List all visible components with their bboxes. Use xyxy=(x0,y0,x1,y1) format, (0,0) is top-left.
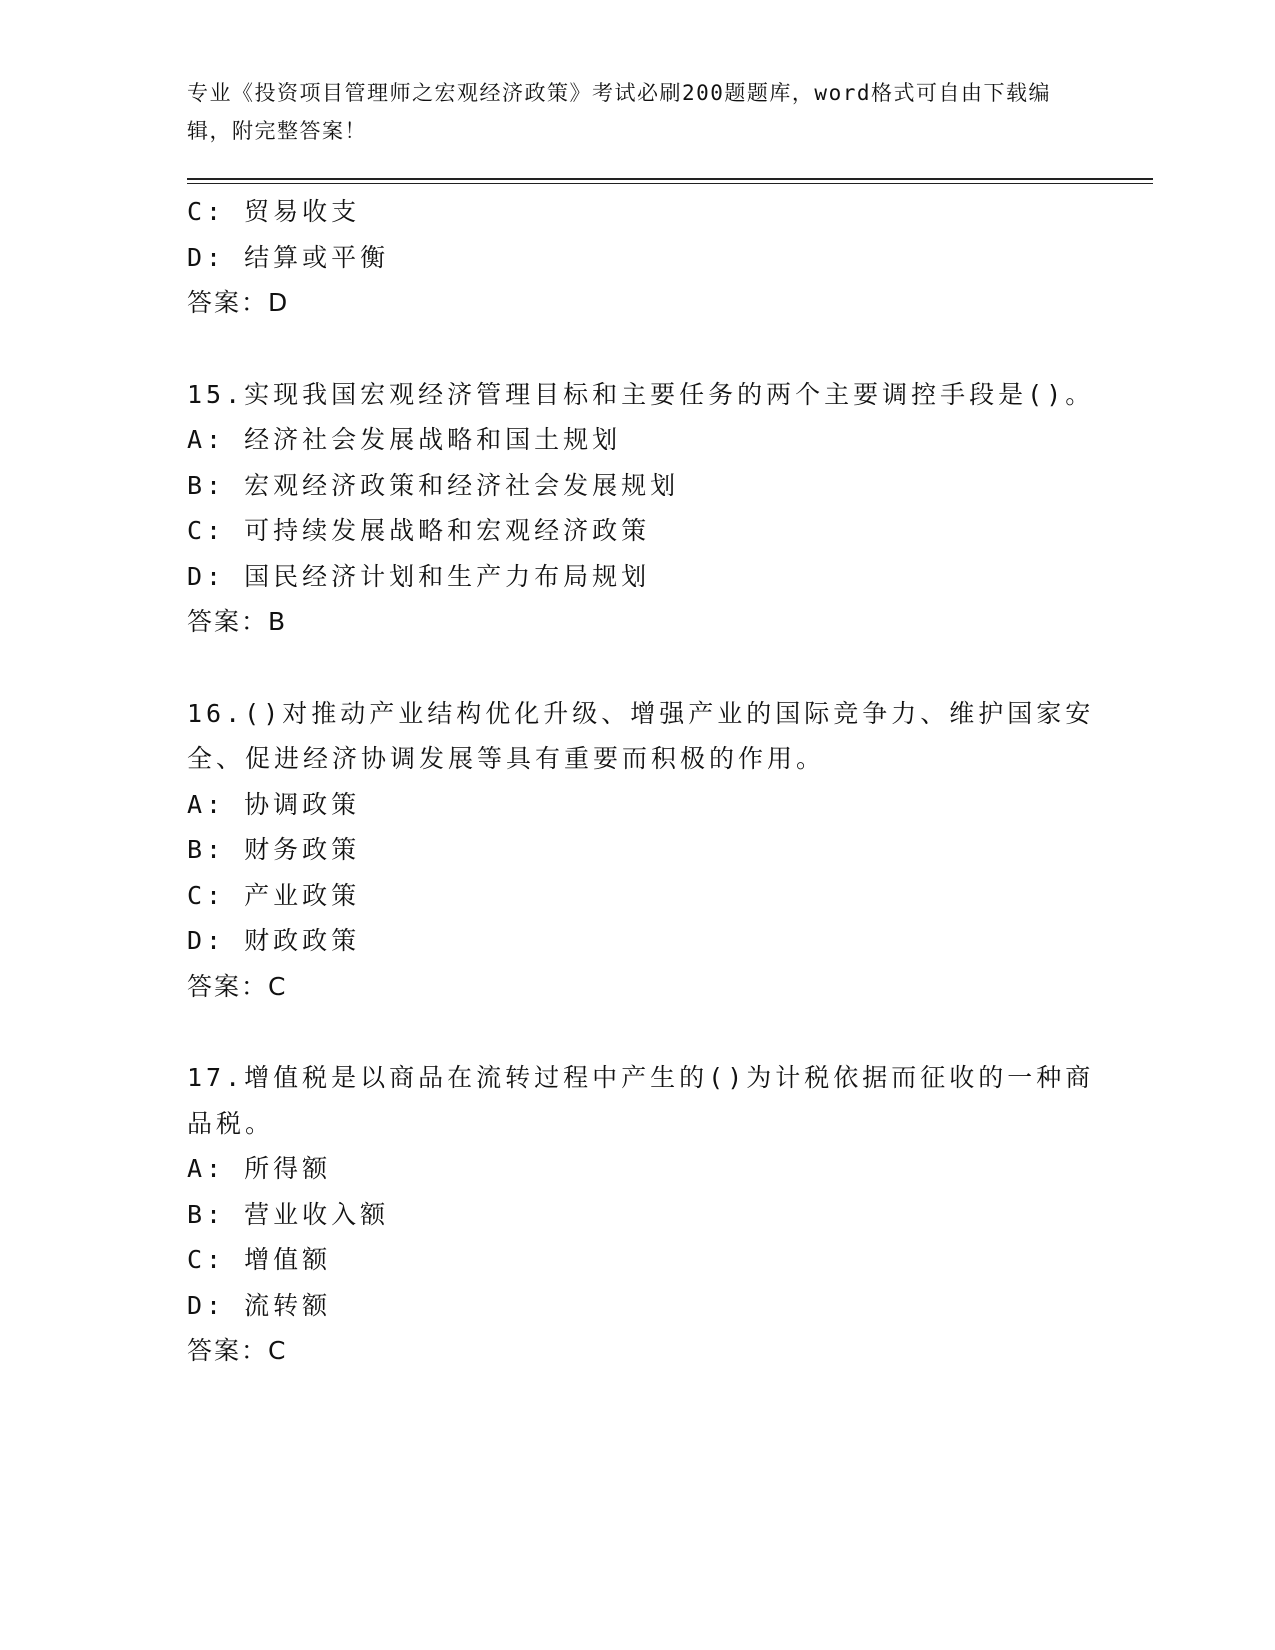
option-a: A: 协调政策 xyxy=(187,789,361,819)
option-d: D: 财政政策 xyxy=(187,926,361,955)
header-divider-thick xyxy=(187,178,1153,180)
answer-value: D xyxy=(268,288,290,317)
option-a: A: 经济社会发展战略和国土规划 xyxy=(187,425,622,454)
option-d: D: 国民经济计划和生产力布局规划 xyxy=(187,561,651,591)
question-stem-line-1: 17.增值税是以商品在流转过程中产生的()为计税依据而征收的一种商 xyxy=(187,1063,1095,1092)
answer-line: 答案：B xyxy=(187,607,288,636)
question-16 xyxy=(187,691,1095,1010)
answer-line: 答案：C xyxy=(187,971,288,1001)
answer-line: 答案：C xyxy=(187,1336,288,1365)
question-15 xyxy=(187,372,1095,645)
option-d: D: 流转额 xyxy=(187,1290,332,1320)
option-c: C: 可持续发展战略和宏观经济政策 xyxy=(187,516,651,545)
answer-value: C xyxy=(268,971,288,1001)
question-stem-line-2: 品税。 xyxy=(187,1108,275,1138)
question-stem-line-2: 全、促进经济协调发展等具有重要而积极的作用。 xyxy=(187,744,826,773)
option-a: A: 所得额 xyxy=(187,1154,332,1183)
option-d: D: 结算或平衡 xyxy=(187,242,390,272)
question-stem: 15.实现我国宏观经济管理目标和主要任务的两个主要调控手段是()。 xyxy=(187,379,1095,409)
answer-line: 答案：D xyxy=(187,288,290,317)
header-divider-thin xyxy=(187,183,1153,184)
question-list xyxy=(187,189,1095,1374)
option-c: C: 产业政策 xyxy=(187,880,361,910)
option-b: B: 财务政策 xyxy=(187,835,361,864)
question-14-continued xyxy=(187,189,1087,326)
document-header: 专业《投资项目管理师之宏观经济政策》考试必刷200题题库，word格式可自由下载编辑，附完整答案！ xyxy=(187,81,1051,143)
option-c: C: 贸易收支 xyxy=(187,197,361,226)
option-c: C: 增值额 xyxy=(187,1245,332,1274)
answer-value: B xyxy=(268,607,288,636)
question-17 xyxy=(187,1055,1095,1374)
answer-value: C xyxy=(268,1336,288,1365)
option-b: B: 宏观经济政策和经济社会发展规划 xyxy=(187,470,680,500)
question-stem-line-1: 16.()对推动产业结构优化升级、增强产业的国际竞争力、维护国家安 xyxy=(187,698,1095,728)
option-b: B: 营业收入额 xyxy=(187,1199,390,1229)
